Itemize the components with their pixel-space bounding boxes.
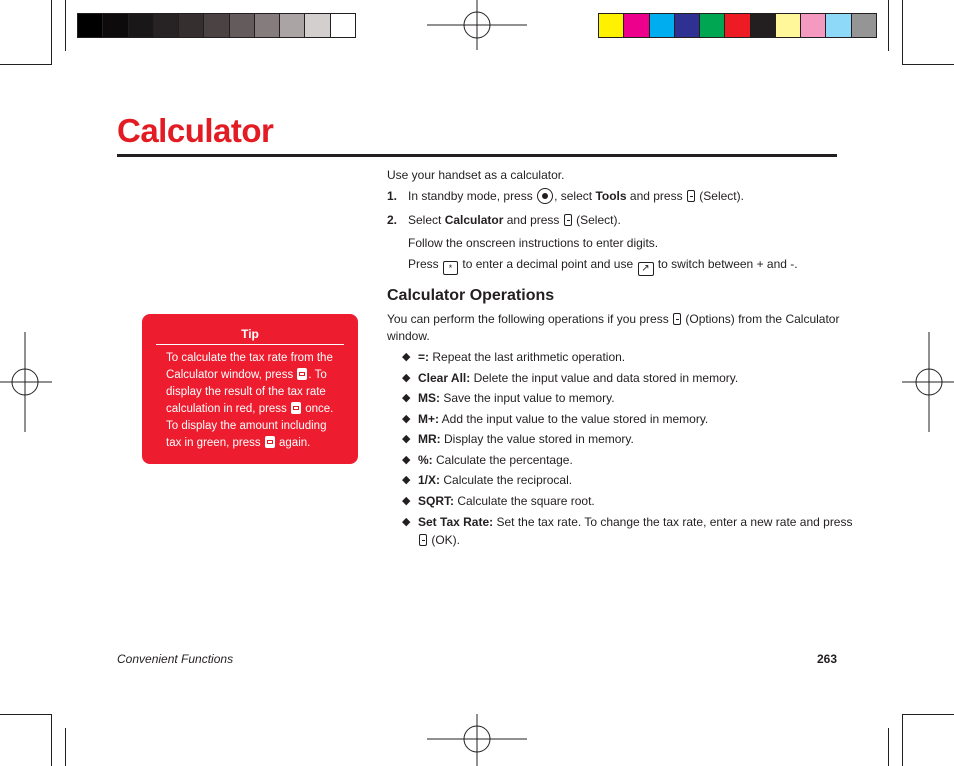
press-text-part: to switch between + and -. [657,257,798,271]
talk-key-icon: ↗ [638,262,654,276]
color-swatch [675,14,700,37]
operation-key: Set Tax Rate: [418,515,494,529]
step-text [408,212,621,228]
soft-key-icon [673,313,681,325]
calculator-key-icon [291,402,301,414]
star-key-icon: * [443,261,458,275]
color-swatch [204,14,229,37]
calculator-key-icon [297,368,307,380]
color-swatch [305,14,330,37]
color-swatch [852,14,876,37]
section-intro-part: You can perform the following operations if you press [387,312,669,326]
operation-desc: Set the tax rate. To change the tax rate, enter a new rate and press [496,515,853,529]
operation-text-continued [418,532,460,548]
color-swatch [280,14,305,37]
registration-mark-left-icon [0,332,52,432]
calculator-key-icon [265,436,275,448]
process-color-bar [598,13,877,38]
operation-text [418,514,852,530]
tip-line-part: again. [279,437,311,449]
bullet-icon: ◆ [402,413,411,425]
color-swatch [331,14,355,37]
step-text [408,188,744,204]
operation-desc: Add the input value to the value stored in memory. [441,412,709,426]
color-swatch [700,14,725,37]
tip-line [166,435,336,452]
soft-key-icon [419,534,427,546]
operation-desc: Calculate the reciprocal. [443,473,573,487]
color-swatch [650,14,675,37]
operation-key: Clear All: [418,371,471,385]
operation-desc: Calculate the square root. [457,494,595,508]
tip-line-part: . To [308,369,327,381]
color-swatch [725,14,750,37]
color-swatch [801,14,826,37]
bullet-icon: ◆ [402,351,411,363]
registration-mark-right-icon [902,332,954,432]
step-text-part: Select [408,213,442,227]
color-swatch [154,14,179,37]
bullet-icon: ◆ [402,433,411,445]
color-swatch [624,14,649,37]
color-swatch [826,14,851,37]
step-text-part: In standby mode, press [408,189,533,203]
step-text-part: and press [629,189,683,203]
color-swatch [776,14,801,37]
section-heading: Calculator Operations [387,287,555,304]
tip-line-part: calculation in red, press [166,403,287,415]
operation-text [418,349,625,365]
press-instructions [408,256,798,276]
operation-desc: Repeat the last arithmetic operation. [432,350,626,364]
section-intro [387,311,839,327]
navigation-key-icon [537,188,553,204]
step-text-part: , select [554,189,593,203]
bullet-icon: ◆ [402,392,411,404]
tip-line: display the result of the tax rate [166,386,326,398]
tip-line: To display the amount including [166,420,327,432]
color-swatch [78,14,103,37]
bullet-icon: ◆ [402,495,411,507]
operation-text [418,370,738,386]
tip-box [142,314,358,464]
operation-key: MS: [418,391,440,405]
color-swatch [751,14,776,37]
tip-line-part: Calculator window, press [166,369,294,381]
registration-mark-bottom-icon [427,714,527,766]
operation-text [418,493,595,509]
operation-key: %: [418,453,433,467]
step-text-part: (Select). [576,213,621,227]
color-swatch [230,14,255,37]
bullet-icon: ◆ [402,372,411,384]
operation-desc: Save the input value to memory. [443,391,615,405]
section-intro-continued: window. [387,329,430,343]
step-text-part: (Select). [699,189,744,203]
operation-key: =: [418,350,430,364]
step-number: 2. [387,213,398,227]
title-rule [117,154,837,157]
press-text-part: to enter a decimal point and use [462,257,634,271]
tip-title: Tip [241,327,259,341]
color-swatch [179,14,204,37]
color-swatch [255,14,280,37]
tip-line-part: once. [305,403,334,415]
operation-text [418,411,708,427]
bullet-icon: ◆ [402,516,411,528]
operation-desc: Delete the input value and data stored in memory. [473,371,739,385]
operation-text [418,452,573,468]
footer-section-name: Convenient Functions [117,652,234,666]
tip-text [166,350,336,452]
operation-desc: Display the value stored in memory. [444,432,634,446]
tip-line [166,367,336,384]
page-number: 263 [816,652,837,666]
color-swatch [599,14,624,37]
soft-key-icon [687,190,695,202]
operation-text [418,431,634,447]
soft-key-icon [564,214,572,226]
tip-line-part: tax in green, press [166,437,261,449]
step-text-part: and press [506,213,560,227]
tip-divider [156,344,344,345]
operation-text [418,390,615,406]
intro-text: Use your handset as a calculator. [387,168,565,182]
operation-desc: Calculate the percentage. [436,453,573,467]
bullet-icon: ◆ [402,474,411,486]
operation-text [418,472,572,488]
operation-key: M+: [418,412,439,426]
section-intro-part: (Options) from the Calculator [685,312,840,326]
operation-desc: (OK). [431,533,461,547]
bullet-icon: ◆ [402,454,411,466]
registration-mark-top-icon [427,0,527,50]
operation-key: MR: [418,432,441,446]
operation-key: SQRT: [418,494,454,508]
tip-line [166,401,336,418]
step-number: 1. [387,189,398,203]
color-swatch [129,14,154,37]
page-title: Calculator [117,112,274,149]
operation-key: 1/X: [418,473,441,487]
grayscale-color-bar [77,13,356,38]
press-text-part: Press [408,257,439,271]
color-swatch [103,14,128,37]
menu-name-calculator: Calculator [444,213,504,227]
tip-line: To calculate the tax rate from the [166,352,333,364]
menu-name-tools: Tools [595,189,627,203]
follow-instructions-text: Follow the onscreen instructions to enter digits. [408,236,659,250]
